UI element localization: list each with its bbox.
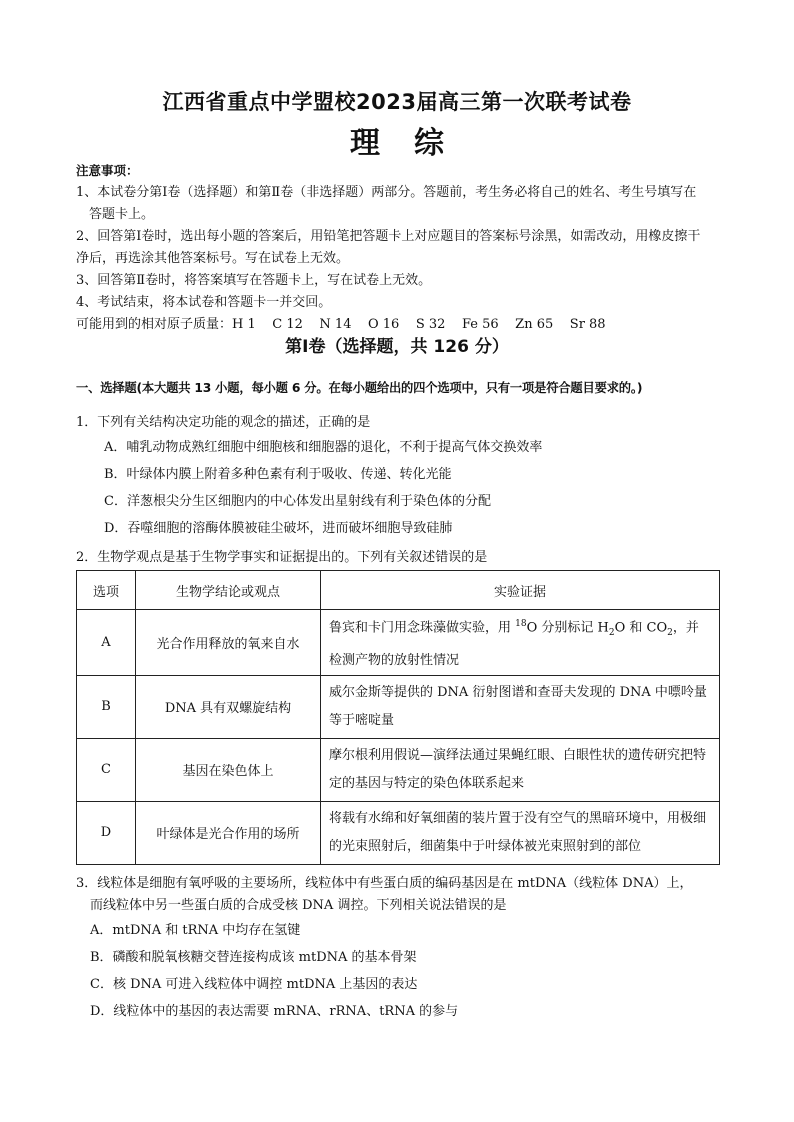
table-row [77,675,720,738]
option-b: B．叶绿体内膜上附着多种色素有利于吸收、传递、转化光能 [104,467,452,482]
notice-item-text: 2、回答第Ⅰ卷时，选出每小题的答案后，用铅笔把答题卡上对应题目的答案标号涂黑，如需改动，用橡皮擦干 [76,229,701,244]
notice-item-continuation: 净后，再选涂其他答案标号。写在试卷上无效。 [76,251,350,266]
question-stem: 2．生物学观点是基于生物学事实和证据提出的。下列有关叙述错误的是 [76,550,488,565]
table-header: 选项 [77,571,136,610]
table-cell-option: A [77,610,136,676]
section-instruction: 一、选择题(本大题共 13 小题，每小题 6 分。在每小题给出的四个选项中，只有一项是符合题目要求的。) [76,381,643,395]
superscript: 18 [515,619,527,629]
notice-item-text: 1、本试卷分第Ⅰ卷（选择题）和第Ⅱ卷（非选择题）两部分。答题前，考生务必将自己的姓名、考生号填写在 [76,185,697,200]
table-header-row [77,571,720,610]
notice-block [76,160,726,336]
table-cell-option: C [77,738,136,801]
table-cell-option: B [77,675,136,738]
notice-item [76,182,726,226]
table-cell-conclusion: 基因在染色体上 [136,738,321,801]
notice-heading: 注意事项： [76,163,139,178]
table-cell-evidence [321,610,720,676]
table-cell-evidence: 威尔金斯等提供的 DNA 衍射图谱和查哥夫发现的 DNA 中嘌呤量等于嘧啶量 [321,675,720,738]
subscript: 2 [667,627,673,638]
atomic-masses: 可能用到的相对原子质量：H 1 C 12 N 14 O 16 S 32 Fe 56 Zn 65 Sr 88 [76,317,606,332]
option-d: D．吞噬细胞的溶酶体膜被硅尘破坏，进而破坏细胞导致硅肺 [104,521,453,536]
option-c: C．核 DNA 可进入线粒体中调控 mtDNA 上基因的表达 [90,977,418,992]
notice-item [76,270,726,292]
evidence-table [76,570,720,865]
notice-item-text: 3、回答第Ⅱ卷时，将答案填写在答题卡上，写在试卷上无效。 [76,273,432,288]
question-stem-text: 3．线粒体是细胞有氧呼吸的主要场所，线粒体中有些蛋白质的编码基因是在 mtDNA（线粒体 DNA）上， [76,876,693,891]
question-stem-continuation: 而线粒体中另一些蛋白质的合成受核 DNA 调控。下列相关说法错误的是 [90,898,507,913]
evidence-text: O 分别标记 H [526,620,609,636]
table-cell-conclusion: 光合作用释放的氧来自水 [136,610,321,676]
table-cell-conclusion: DNA 具有双螺旋结构 [136,675,321,738]
evidence-text: 鲁宾和卡门用念珠藻做实验，用 [329,620,516,636]
table-cell-evidence: 摩尔根利用假说—演绎法通过果蝇红眼、白眼性状的遗传研究把特定的基因与特定的染色体联系起来 [321,738,720,801]
notice-item [76,292,726,314]
question-3 [76,873,736,1025]
table-header: 实验证据 [321,571,720,610]
subscript: 2 [608,627,615,638]
exam-subject: 理综 [350,126,478,161]
table-row [77,801,720,864]
question-stem: 1．下列有关结构决定功能的观念的描述，正确的是 [76,415,371,430]
notice-item-text: 4、考试结束，将本试卷和答题卡一并交回。 [76,295,332,310]
notice-item [76,226,726,270]
table-cell-option: D [77,801,136,864]
evidence-text: ，并检测产物的放射性情况 [329,620,699,668]
question-1 [76,412,736,542]
table-header: 生物学结论或观点 [136,571,321,610]
notice-item-continuation: 答题卡上。 [89,207,155,222]
table-row [77,738,720,801]
table-row [77,610,720,676]
exam-title: 江西省重点中学盟校2023届高三第一次联考试卷 [162,90,632,114]
question-2 [76,547,736,569]
option-a: A．哺乳动物成熟红细胞中细胞核和细胞器的退化，不利于提高气体交换效率 [104,440,543,455]
table-cell-conclusion: 叶绿体是光合作用的场所 [136,801,321,864]
option-d: D．线粒体中的基因的表达需要 mRNA、rRNA、tRNA 的参与 [90,1004,459,1019]
option-a: A．mtDNA 和 tRNA 中均存在氢键 [90,923,301,938]
option-b: B．磷酸和脱氧核糖交替连接构成该 mtDNA 的基本骨架 [90,950,417,965]
evidence-text: O 和 CO [614,620,668,636]
table-cell-evidence: 将载有水绵和好氧细菌的装片置于没有空气的黑暗环境中，用极细的光束照射后，细菌集中于叶绿体被光束照射到的部位 [321,801,720,864]
option-c: C．洋葱根尖分生区细胞内的中心体发出星射线有利于染色体的分配 [104,494,491,509]
question-stem [76,873,736,917]
section-title: 第Ⅰ卷（选择题，共 126 分） [285,337,509,357]
